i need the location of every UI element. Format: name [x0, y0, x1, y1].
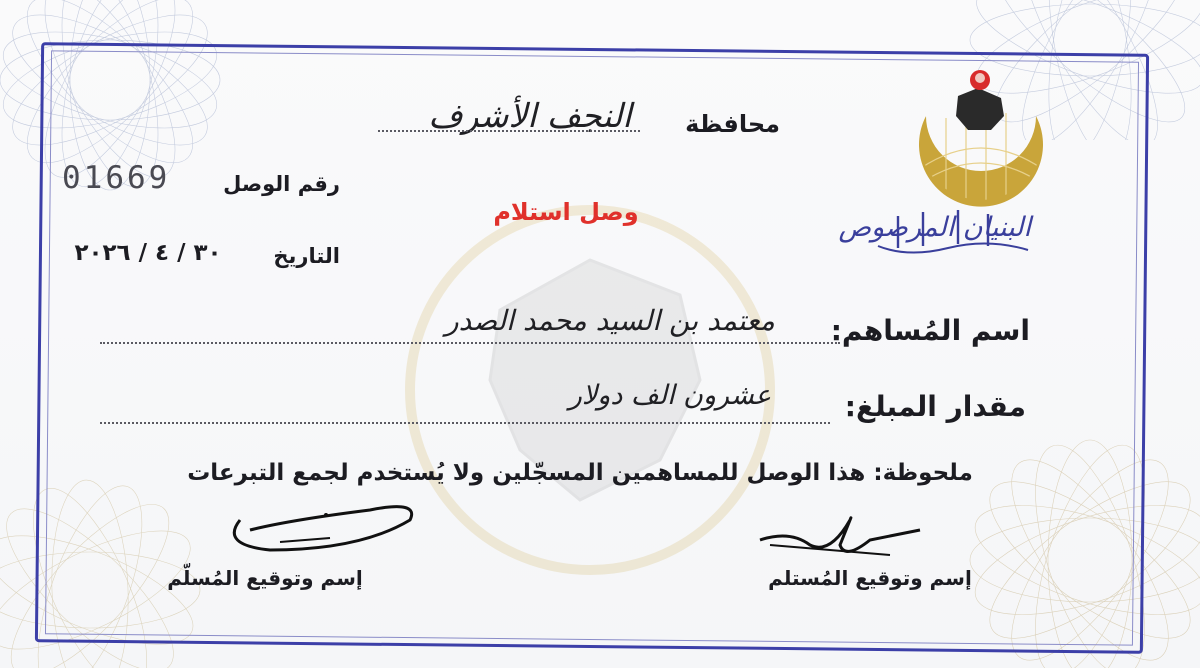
deliverer-signature-label: إسم وتوقيع المُسلّم [167, 566, 363, 590]
note-text: ملحوظة: هذا الوصل للمساهمين المسجّلين ولا يُستخدم لجمع التبرعات [187, 460, 973, 486]
amount-value: عشرون الف دولار [568, 380, 772, 411]
contributor-dotted-line [100, 342, 840, 344]
contributor-value: معتمد بن السيد محمد الصدر [445, 304, 775, 337]
receipt-title: وصل استلام [493, 198, 639, 226]
governorate-value: النجف الأشرف [428, 96, 632, 135]
organization-emblem-icon [906, 58, 1056, 208]
contributor-label: اسم المُساهم: [830, 314, 1030, 347]
receipt-number-label: رقم الوصل [223, 172, 340, 196]
date-label: التاريخ [273, 244, 340, 268]
receipt-number: 01669 [62, 160, 171, 196]
date-value: ٣٠ / ٤ / ٢٠٢٦ [74, 240, 222, 266]
governorate-label: محافظة [685, 110, 780, 138]
brand-calligraphy-logo [838, 198, 1038, 268]
governorate-dotted-line [378, 130, 640, 132]
amount-dotted-line [100, 422, 830, 424]
amount-label: مقدار المبلغ: [844, 390, 1026, 423]
brand-logo-text: البنيان المرصوص [838, 212, 1031, 243]
iraq-map-icon [956, 88, 1004, 130]
receiver-signature-label: إسم وتوقيع المُستلم [768, 566, 972, 590]
deliverer-signature [210, 490, 450, 570]
receiver-signature [750, 500, 930, 570]
